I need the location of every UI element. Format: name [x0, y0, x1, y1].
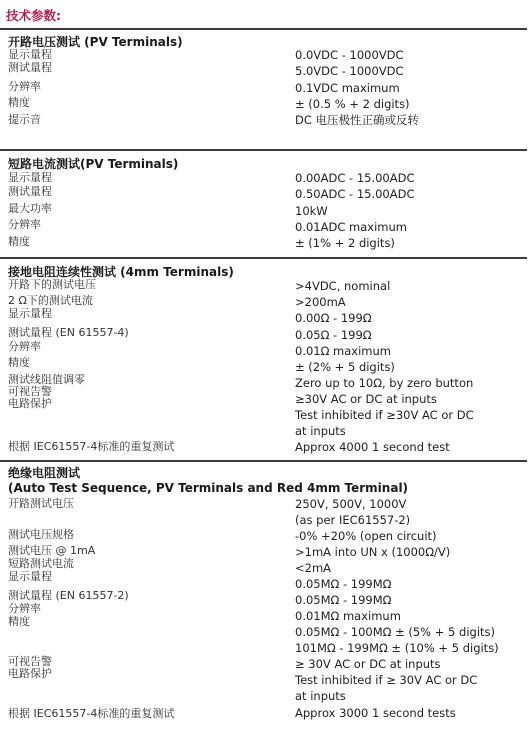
spec-label: 显示量程	[8, 171, 52, 184]
spec-value: 0.05MΩ - 199MΩ	[295, 577, 392, 591]
section-divider	[0, 460, 527, 462]
spec-label: 测试电压 @ 1mA	[8, 544, 96, 557]
spec-label: 显示量程	[8, 307, 52, 320]
spec-value: >4VDC, nominal	[295, 279, 391, 293]
spec-label: 最大功率	[8, 202, 52, 215]
spec-value: 0.01Ω maximum	[295, 344, 391, 358]
spec-label: 提示音	[8, 113, 41, 126]
spec-value: 0.00Ω - 199Ω	[295, 311, 372, 325]
spec-label: 测试量程	[8, 185, 52, 198]
spec-label: 开路测试电压	[8, 497, 74, 510]
spec-label: 测试量程 (EN 61557-2)	[8, 589, 129, 602]
spec-value: Zero up to 10Ω, by zero button	[295, 376, 474, 390]
section-heading: 开路电压测试 (PV Terminals)	[8, 35, 183, 49]
spec-value: ± (1% + 2 digits)	[295, 236, 395, 250]
spec-value: 0.1VDC maximum	[295, 81, 400, 95]
spec-value: ≥ 30V AC or DC at inputs	[295, 657, 441, 671]
spec-value: 250V, 500V, 1000V	[295, 497, 407, 511]
spec-value: ± (2% + 5 digits)	[295, 360, 395, 374]
section-heading: 绝缘电阻测试	[8, 466, 81, 480]
spec-label: 根据 IEC61557-4标准的重复测试	[8, 707, 175, 720]
spec-label: 显示量程	[8, 570, 52, 583]
spec-label: 根据 IEC61557-4标准的重复测试	[8, 440, 175, 453]
spec-value: >200mA	[295, 295, 346, 309]
spec-value: DC 电压极性正确或反转	[295, 113, 420, 127]
section-subheading: (Auto Test Sequence, PV Terminals and Red 4mm Terminal)	[8, 481, 409, 495]
spec-value: <2mA	[295, 561, 332, 575]
spec-value: at inputs	[295, 424, 346, 438]
spec-label: 可视告警	[8, 655, 52, 668]
spec-label: 分辨率	[8, 602, 41, 615]
spec-value: Test inhibited if ≥ 30V AC or DC	[295, 673, 478, 687]
spec-label: 精度	[8, 96, 30, 109]
spec-value: -0% +20% (open circuit)	[295, 529, 437, 543]
spec-label: 电路保护	[8, 397, 52, 410]
spec-value: 101MΩ - 199MΩ ± (10% + 5 digits)	[295, 641, 499, 655]
spec-label: 测试量程 (EN 61557-4)	[8, 326, 129, 339]
section-divider	[0, 28, 527, 30]
spec-value: ± (0.5 % + 2 digits)	[295, 97, 410, 111]
spec-label: 精度	[8, 356, 30, 369]
section-heading: 接地电阻连续性测试 (4mm Terminals)	[8, 265, 234, 279]
spec-value: ≥30V AC or DC at inputs	[295, 392, 437, 406]
spec-value: at inputs	[295, 689, 346, 703]
spec-value: Test inhibited if ≥30V AC or DC	[295, 408, 474, 422]
spec-label: 显示量程	[8, 48, 52, 61]
section-divider	[0, 149, 527, 151]
spec-value: 5.0VDC - 1000VDC	[295, 64, 404, 78]
spec-value: 0.50ADC - 15.00ADC	[295, 187, 415, 201]
spec-label: 测试线阻值调零	[8, 373, 85, 386]
spec-value: 0.01ADC maximum	[295, 220, 407, 234]
spec-value: (as per IEC61557-2)	[295, 513, 411, 527]
spec-label: 分辨率	[8, 218, 41, 231]
spec-value: 0.05MΩ - 199MΩ	[295, 593, 392, 607]
spec-value: Approx 4000 1 second test	[295, 440, 450, 454]
spec-label: 测试电压规格	[8, 528, 74, 541]
spec-label: 精度	[8, 235, 30, 248]
spec-value: 0.05MΩ - 100MΩ ± (5% + 5 digits)	[295, 625, 496, 639]
spec-value: 0.00ADC - 15.00ADC	[295, 171, 415, 185]
spec-label: 测试量程	[8, 61, 52, 74]
page-title: 技术参数:	[6, 8, 61, 23]
spec-value: >1mA into UN x (1000Ω/V)	[295, 545, 451, 559]
spec-label: 精度	[8, 615, 30, 628]
spec-label: 短路测试电流	[8, 557, 74, 570]
section-divider	[0, 257, 527, 259]
spec-value: Approx 3000 1 second tests	[295, 706, 456, 720]
spec-label: 分辨率	[8, 80, 41, 93]
spec-value: 10kW	[295, 204, 328, 218]
spec-label: 可视告警	[8, 385, 52, 398]
spec-label: 2 Ω下的测试电流	[8, 294, 93, 307]
section-heading: 短路电流测试(PV Terminals)	[8, 157, 179, 171]
spec-label: 分辨率	[8, 340, 41, 353]
spec-value: 0.05Ω - 199Ω	[295, 328, 372, 342]
spec-value: 0.01MΩ maximum	[295, 609, 401, 623]
spec-value: 0.0VDC - 1000VDC	[295, 48, 404, 62]
spec-label: 开路下的测试电压	[8, 278, 96, 291]
spec-label: 电路保护	[8, 667, 52, 680]
